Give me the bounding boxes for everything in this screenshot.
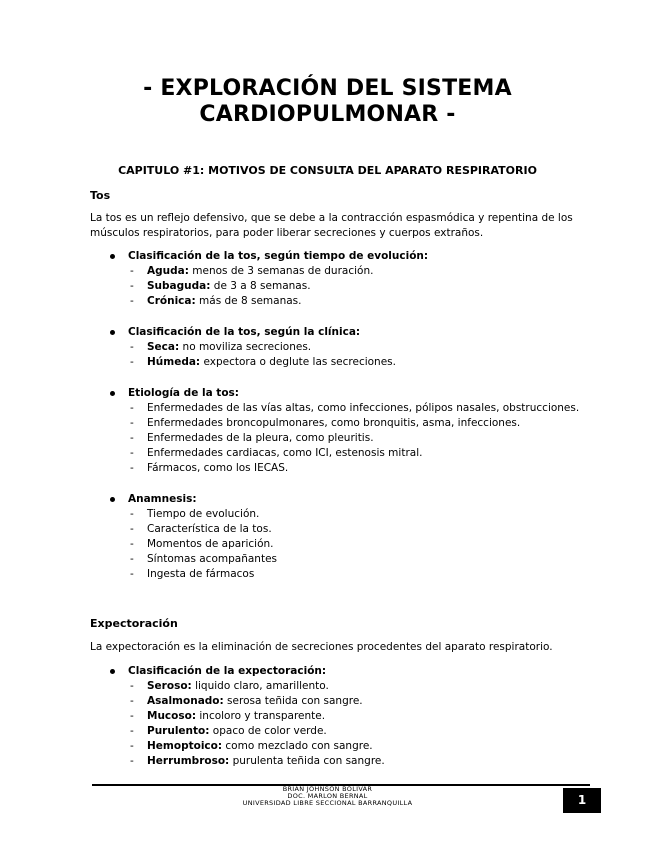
expectoracion-clasificacion-heading: Clasificación de la expectoración: bbox=[110, 664, 580, 679]
footer-university: UNIVERSIDAD LIBRE SECCIONAL BARRANQUILLA bbox=[242, 799, 413, 807]
list-item: - Hemoptoico: como mezclado con sangre. bbox=[130, 740, 373, 752]
bullet-icon bbox=[110, 497, 115, 502]
evolucion-list bbox=[110, 264, 580, 309]
footer-professor: DOC. MARLON BERNAL bbox=[287, 792, 368, 800]
list-item: - Asalmonado: serosa teñida con sangre. bbox=[130, 695, 363, 707]
list-item: - Herrumbroso: purulenta teñida con sangre. bbox=[130, 755, 385, 767]
list-item: - Enfermedades cardiacas, como ICI, estenosis mitral. bbox=[130, 447, 423, 459]
anamnesis-block bbox=[110, 492, 580, 582]
tos-intro-line-1: La tos es un reflejo defensivo, que se debe a la contracción espasmódica y repentina de los bbox=[90, 212, 573, 224]
evolucion-block bbox=[110, 249, 580, 309]
list-item: - Fármacos, como los IECAS. bbox=[130, 462, 289, 474]
list-item: - Enfermedades de las vías altas, como infecciones, pólipos nasales, obstrucciones. bbox=[130, 402, 580, 414]
list-item: - Aguda: menos de 3 semanas de duración. bbox=[130, 265, 374, 277]
list-item: - Húmeda: expectora o deglute las secreciones. bbox=[130, 356, 396, 368]
evolucion-heading: Clasificación de la tos, según tiempo de evolución: bbox=[110, 249, 580, 264]
list-item: - Seroso: liquido claro, amarillento. bbox=[130, 680, 329, 692]
footer-author: BRIAN JOHNSON BOLIVAR bbox=[282, 785, 373, 793]
list-item: - Enfermedades broncopulmonares, como bronquitis, asma, infecciones. bbox=[130, 417, 521, 429]
list-item: - Purulento: opaco de color verde. bbox=[130, 725, 327, 737]
clinica-heading: Clasificación de la tos, según la clínica: bbox=[110, 325, 580, 340]
bullet-icon bbox=[110, 391, 115, 396]
etiologia-block bbox=[110, 386, 580, 476]
footer bbox=[0, 786, 655, 807]
list-item: - Síntomas acompañantes bbox=[130, 553, 277, 565]
list-item: - Mucoso: incoloro y transparente. bbox=[130, 710, 326, 722]
anamnesis-list bbox=[110, 507, 580, 582]
list-item: - Ingesta de fármacos bbox=[130, 568, 255, 580]
tos-heading: Tos bbox=[90, 189, 111, 202]
clinica-block bbox=[110, 325, 580, 370]
etiologia-list bbox=[110, 401, 580, 476]
expectoracion-intro: La expectoración es la eliminación de secreciones procedentes del aparato respiratorio. bbox=[90, 641, 553, 653]
chapter-title: CAPITULO #1: MOTIVOS DE CONSULTA DEL APARATO RESPIRATORIO bbox=[118, 164, 537, 177]
title-line-2: CARDIOPULMONAR - bbox=[199, 102, 456, 127]
etiologia-heading: Etiología de la tos: bbox=[110, 386, 580, 401]
bullet-icon bbox=[110, 330, 115, 335]
clinica-list bbox=[110, 340, 580, 370]
list-item: - Subaguda: de 3 a 8 semanas. bbox=[130, 280, 311, 292]
title-line-1: - EXPLORACIÓN DEL SISTEMA bbox=[143, 76, 512, 101]
list-item: - Seca: no moviliza secreciones. bbox=[130, 341, 312, 353]
list-item: - Momentos de aparición. bbox=[130, 538, 274, 550]
page-title bbox=[0, 76, 655, 128]
anamnesis-heading: Anamnesis: bbox=[110, 492, 580, 507]
list-item: - Enfermedades de la pleura, como pleuritis. bbox=[130, 432, 374, 444]
tos-intro-line-2: músculos respiratorios, para poder liberar secreciones y cuerpos extraños. bbox=[90, 227, 484, 239]
expectoracion-list bbox=[110, 679, 580, 769]
page-number: 1 bbox=[563, 788, 601, 813]
expectoracion-clasificacion-block bbox=[110, 664, 580, 769]
tos-intro bbox=[90, 211, 580, 241]
list-item: - Crónica: más de 8 semanas. bbox=[130, 295, 302, 307]
list-item: - Característica de la tos. bbox=[130, 523, 272, 535]
bullet-icon bbox=[110, 254, 115, 259]
list-item: - Tiempo de evolución. bbox=[130, 508, 260, 520]
bullet-icon bbox=[110, 669, 115, 674]
expectoracion-heading: Expectoración bbox=[90, 617, 178, 630]
